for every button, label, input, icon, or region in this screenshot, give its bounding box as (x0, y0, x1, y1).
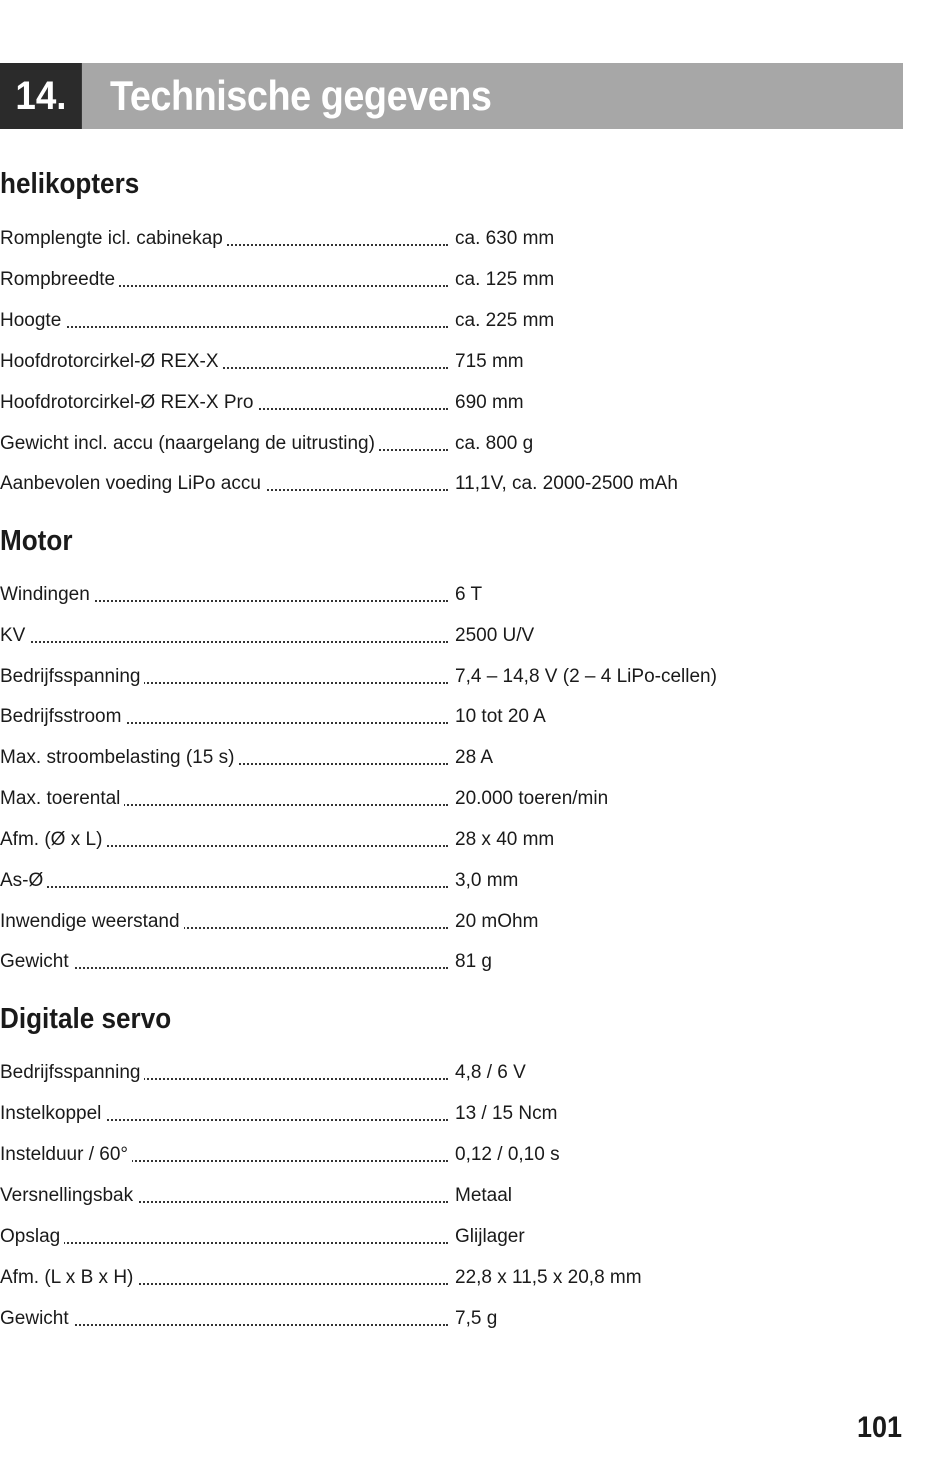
spec-row (0, 909, 720, 935)
spec-row (0, 471, 720, 497)
spec-label: Afm. (Ø x L) (0, 829, 106, 850)
spec-row (0, 226, 720, 252)
spec-label: Hoogte (0, 310, 65, 331)
section-title-helikopters: helikopters (0, 168, 140, 200)
spec-value: 11,1V, ca. 2000-2500 mAh (455, 473, 678, 494)
spec-label: Bedrijfsstroom (0, 706, 125, 727)
spec-label: Versnellingsbak (0, 1185, 137, 1206)
spec-value: 20.000 toeren/min (455, 788, 609, 809)
spec-value: 0,12 / 0,10 s (455, 1144, 560, 1165)
spec-row (0, 267, 720, 293)
spec-label: Afm. (L x B x H) (0, 1267, 137, 1288)
spec-label: Rompbreedte (0, 269, 119, 290)
spec-label: Instelkoppel (0, 1103, 105, 1124)
spec-value: Metaal (455, 1185, 513, 1206)
spec-row (0, 390, 720, 416)
spec-row (0, 582, 720, 608)
section-title-digitale-servo: Digitale servo (0, 1003, 172, 1035)
spec-row (0, 349, 720, 375)
spec-row (0, 431, 720, 457)
spec-row (0, 1306, 720, 1332)
spec-label: Inwendige weerstand (0, 911, 184, 932)
spec-value: 3,0 mm (455, 870, 519, 891)
spec-value: 690 mm (455, 392, 524, 413)
chapter-header (0, 63, 903, 129)
spec-label: As-Ø (0, 870, 47, 891)
spec-value: ca. 800 g (455, 433, 534, 454)
spec-label: KV (0, 625, 29, 646)
spec-label: Instelduur / 60° (0, 1144, 132, 1165)
spec-value: ca. 630 mm (455, 228, 555, 249)
spec-label: Max. stroombelasting (15 s) (0, 747, 238, 768)
spec-row (0, 308, 720, 334)
spec-label: Max. toerental (0, 788, 124, 809)
spec-value: Glijlager (455, 1226, 525, 1247)
spec-row (0, 704, 720, 730)
spec-row (0, 786, 720, 812)
spec-row (0, 1142, 720, 1168)
spec-label: Gewicht incl. accu (naargelang de uitrusting) (0, 433, 379, 454)
spec-value: ca. 125 mm (455, 269, 555, 290)
spec-value: 28 x 40 mm (455, 829, 555, 850)
spec-value: 22,8 x 11,5 x 20,8 mm (455, 1267, 642, 1288)
spec-row (0, 1060, 720, 1086)
spec-value: 10 tot 20 A (455, 706, 546, 727)
spec-row (0, 1183, 720, 1209)
spec-label: Bedrijfsspanning (0, 1062, 144, 1083)
spec-value: 81 g (455, 951, 492, 972)
spec-row (0, 868, 720, 894)
spec-value: ca. 225 mm (455, 310, 555, 331)
spec-value: 13 / 15 Ncm (455, 1103, 558, 1124)
spec-label: Hoofdrotorcirkel-Ø REX-X (0, 351, 223, 372)
spec-value: 7,5 g (455, 1308, 498, 1329)
spec-row (0, 664, 720, 690)
spec-value: 28 A (455, 747, 494, 768)
spec-row (0, 745, 720, 771)
spec-label: Bedrijfsspanning (0, 666, 144, 687)
spec-label: Opslag (0, 1226, 64, 1247)
section-title-motor: Motor (0, 525, 73, 557)
spec-value: 6 T (455, 584, 483, 605)
spec-label: Windingen (0, 584, 94, 605)
spec-label: Aanbevolen voeding LiPo accu (0, 473, 265, 494)
spec-value: 7,4 – 14,8 V (2 – 4 LiPo-cellen) (455, 666, 717, 687)
spec-row (0, 949, 720, 975)
spec-row (0, 1224, 720, 1250)
spec-value: 20 mOhm (455, 911, 539, 932)
spec-row (0, 623, 720, 649)
spec-row (0, 1101, 720, 1127)
spec-row (0, 1265, 720, 1291)
spec-value: 4,8 / 6 V (455, 1062, 526, 1083)
spec-label: Gewicht (0, 951, 73, 972)
chapter-number: 14. (0, 63, 82, 129)
spec-label: Romplengte icl. cabinekap (0, 228, 227, 249)
spec-label: Hoofdrotorcirkel-Ø REX-X Pro (0, 392, 257, 413)
page-number: 101 (856, 1411, 902, 1444)
spec-value: 715 mm (455, 351, 524, 372)
chapter-title: Technische gegevens (110, 72, 492, 119)
spec-row (0, 827, 720, 853)
spec-value: 2500 U/V (455, 625, 535, 646)
spec-label: Gewicht (0, 1308, 73, 1329)
